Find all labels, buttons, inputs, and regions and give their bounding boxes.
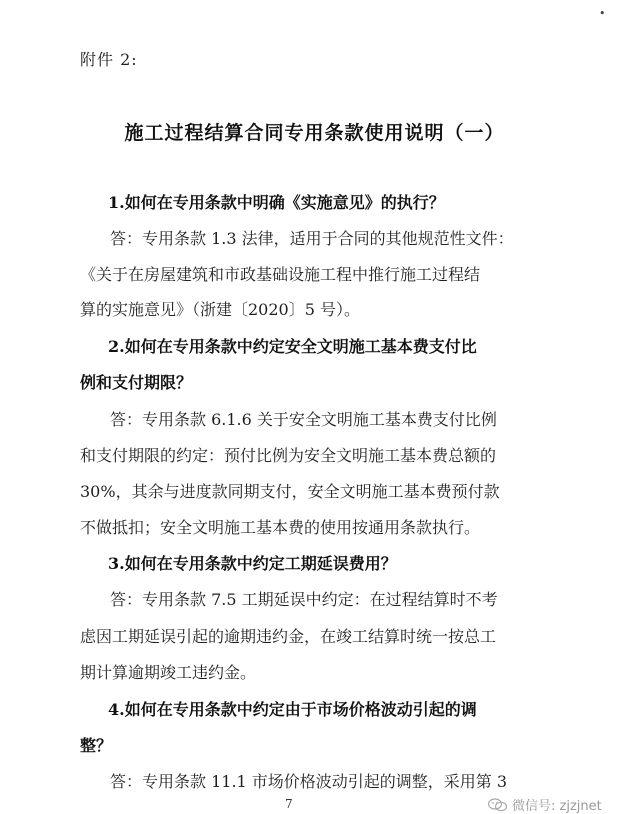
page-number: 7 [285, 797, 293, 811]
question-2-line: 例和支付期限？ [80, 373, 193, 392]
watermark [488, 795, 602, 814]
answer-2-line: 不做抵扣；安全文明施工基本费的使用按通用条款执行。 [80, 518, 481, 537]
answer-3-line: 虑因工期延误引起的逾期违约金，在竣工结算时统一按总工 [80, 627, 497, 646]
answer-1-line: 算的实施意见》（浙建〔2020〕5 号）。 [80, 300, 360, 319]
answer-4-line: 答：专用条款 11.1 市场价格波动引起的调整，采用第 3 [110, 772, 508, 791]
document-title: 施工过程结算合同专用条款使用说明（一） [124, 122, 505, 144]
answer-2-line: 30%，其余与进度款同期支付，安全文明施工基本费预付款 [80, 482, 500, 501]
answer-2-line: 和支付期限的约定：预付比例为安全文明施工基本费总额的 [80, 446, 497, 465]
answer-3-line: 答：专用条款 7.5 工期延误中约定：在过程结算时不考 [110, 590, 498, 609]
answer-2-line: 答：专用条款 6.1.6 关于安全文明施工基本费支付比例 [110, 410, 497, 429]
question-1: 1.如何在专用条款中明确《实施意见》的执行？ [108, 193, 445, 212]
watermark-text: 微信号: zjzjnet [512, 799, 602, 814]
question-4-line: 4.如何在专用条款中约定由于市场价格波动引起的调 [108, 700, 477, 719]
question-4-line: 整？ [80, 736, 113, 755]
answer-3-line: 期计算逾期竣工违约金。 [80, 663, 257, 682]
attachment-label: 附件 2: [80, 50, 138, 69]
answer-1-line: 《关于在房屋建筑和市政基础设施工程中推行施工过程结 [80, 265, 481, 284]
answer-1-line: 答：专用条款 1.3 法律，适用于合同的其他规范性文件： [110, 229, 514, 248]
question-2-line: 2.如何在专用条款中约定安全文明施工基本费支付比 [108, 337, 477, 356]
question-3: 3.如何在专用条款中约定工期延误费用？ [108, 554, 397, 573]
corner-mark: • [599, 7, 606, 20]
wechat-icon [488, 798, 508, 812]
